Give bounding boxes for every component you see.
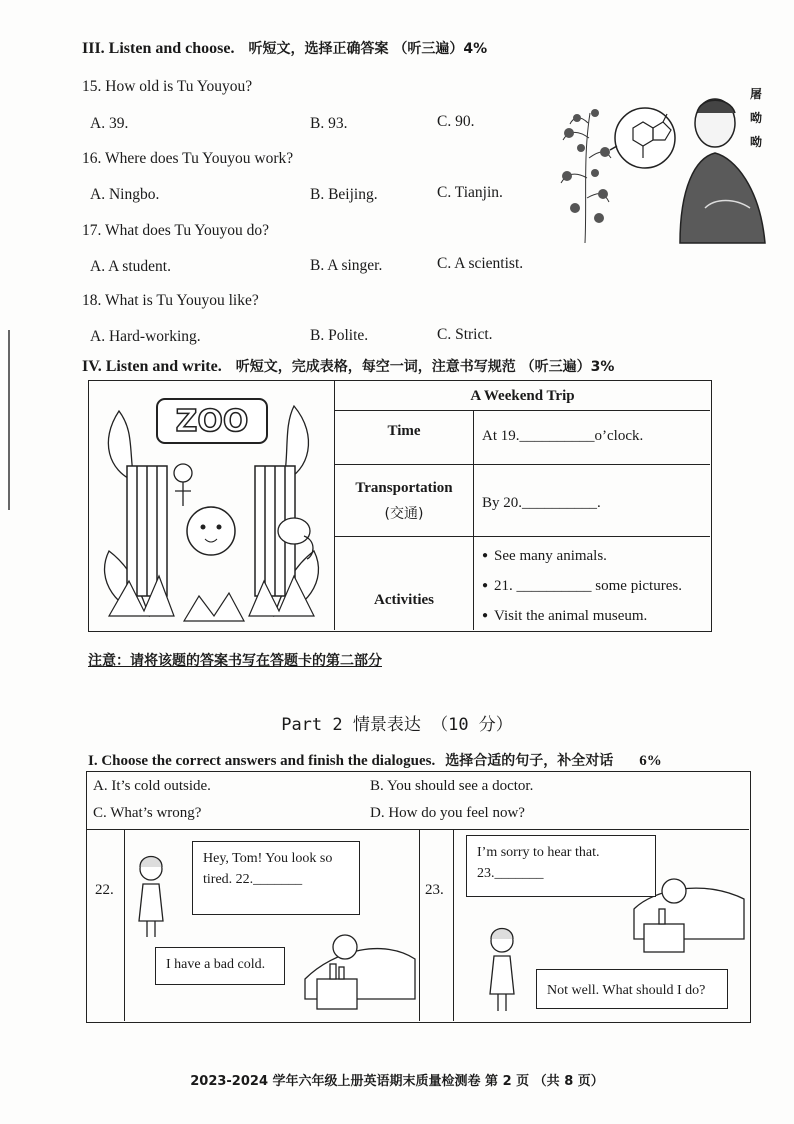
q22-number: 22. bbox=[95, 882, 114, 898]
side-name-vertical: 屠 呦 呦 bbox=[750, 87, 763, 149]
q22-bubble-question: Hey, Tom! You look so tired. 22._______ bbox=[192, 841, 360, 915]
question-15: 15. How old is Tu Youyou? bbox=[82, 78, 253, 95]
part2-section-title-cn: 选择合适的句子，补全对话 bbox=[445, 753, 614, 769]
time-value-cell bbox=[474, 411, 710, 465]
option-17a: A. A student. bbox=[90, 258, 171, 275]
q22-panel bbox=[124, 829, 420, 1021]
activity-item: ● Visit the animal museum. bbox=[482, 601, 710, 631]
zoo-illustration-cell bbox=[89, 381, 335, 630]
trip-table-header: A Weekend Trip bbox=[470, 388, 575, 404]
time-label-cell bbox=[335, 411, 474, 465]
time-label: Time bbox=[387, 423, 421, 439]
time-value: At 19.__________o’clock. bbox=[482, 428, 644, 444]
question-17: 17. What does Tu Youyou do? bbox=[82, 222, 270, 239]
zoo-gate-drawing bbox=[89, 381, 333, 629]
activity-item: ● 21. __________ some pictures. bbox=[482, 571, 710, 601]
scientist-artemisia-drawing bbox=[555, 78, 775, 248]
option-18a: A. Hard-working. bbox=[90, 328, 201, 345]
option-17b: B. A singer. bbox=[310, 257, 383, 274]
transport-value-cell bbox=[474, 465, 710, 537]
option-15c: C. 90. bbox=[437, 113, 475, 130]
section3-title: III. Listen and choose. bbox=[82, 40, 235, 57]
option-18c: C. Strict. bbox=[437, 326, 493, 343]
q23-panel bbox=[453, 829, 750, 1021]
tu-youyou-illustration bbox=[555, 78, 775, 248]
options-area bbox=[87, 772, 749, 830]
section4-title-row bbox=[82, 356, 614, 376]
activities-label-cell bbox=[335, 537, 474, 630]
q23-number: 23. bbox=[425, 882, 444, 898]
section4-title: IV. Listen and write. bbox=[82, 358, 222, 375]
option-16a: A. Ningbo. bbox=[90, 186, 160, 203]
activities-value-cell bbox=[474, 537, 710, 630]
question-16: 16. Where does Tu Youyou work? bbox=[82, 150, 294, 167]
binder-line bbox=[8, 330, 10, 510]
q23-bubble-question: I’m sorry to hear that. 23._______ bbox=[466, 835, 656, 897]
section3-title-cn: 听短文，选择正确答案 （听三遍）4% bbox=[248, 41, 488, 57]
option-18b: B. Polite. bbox=[310, 327, 369, 344]
transport-label-cell bbox=[335, 465, 474, 537]
part2-section-title: I. Choose the correct answers and finish the dialogues. bbox=[88, 753, 436, 769]
part2-title: Part 2 情景表达 （10 分） bbox=[281, 715, 513, 735]
option-15a: A. 39. bbox=[90, 115, 129, 132]
question-18: 18. What is Tu Youyou like? bbox=[82, 292, 259, 309]
option-a: A. It’s cold outside. bbox=[93, 778, 211, 794]
q23-bubble-answer: Not well. What should I do? bbox=[536, 969, 728, 1009]
activities-label: Activities bbox=[374, 592, 434, 608]
part2-section-title-row bbox=[88, 750, 662, 770]
trip-table-header-cell bbox=[335, 381, 710, 411]
option-b: B. You should see a doctor. bbox=[370, 778, 534, 794]
page-footer: 2023-2024 学年六年级上册英语期末质量检测卷 第 2 页 （共 8 页） bbox=[190, 1074, 604, 1089]
zoo-sign-text: ZOO bbox=[175, 404, 249, 439]
option-d: D. How do you feel now? bbox=[370, 805, 525, 821]
option-16c: C. Tianjin. bbox=[437, 184, 503, 201]
q22-bubble-answer: I have a bad cold. bbox=[155, 947, 285, 985]
section3-title-row bbox=[82, 38, 487, 58]
transport-value: By 20.__________. bbox=[482, 495, 601, 511]
transport-label-cn: (交通) bbox=[384, 506, 424, 522]
weekend-trip-table bbox=[88, 380, 712, 632]
activity-item: ● See many animals. bbox=[482, 541, 710, 571]
option-c: C. What’s wrong? bbox=[93, 805, 202, 821]
option-17c: C. A scientist. bbox=[437, 255, 524, 272]
dialogue-box bbox=[86, 771, 751, 1023]
option-15b: B. 93. bbox=[310, 115, 348, 132]
answer-sheet-note: 注意：请将该题的答案书写在答题卡的第二部分 bbox=[88, 653, 382, 669]
transport-label: Transportation bbox=[355, 480, 453, 496]
option-16b: B. Beijing. bbox=[310, 186, 378, 203]
section4-title-cn: 听短文，完成表格，每空一词，注意书写规范 （听三遍）3% bbox=[235, 359, 615, 375]
part2-section-score: 6% bbox=[639, 753, 662, 769]
